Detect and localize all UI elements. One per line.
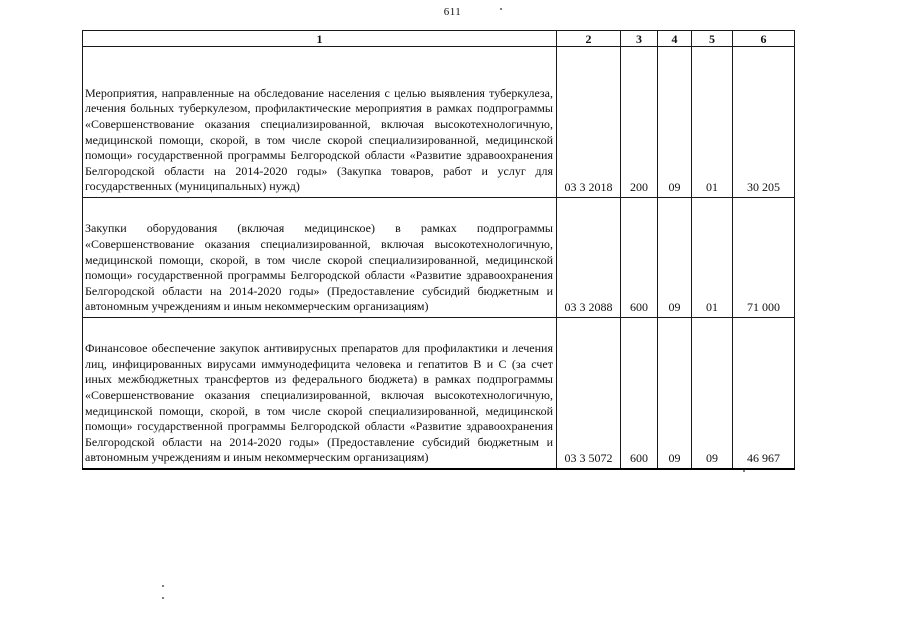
scan-speck [162,597,164,599]
row-description: Мероприятия, направленные на обследование населения с целью выявления туберкулеза, лечения больных туберкулезом, профилактические мероприятия в рамках подпрограммы «Совершенствование оказания специализированной, включая высокотехнологичную, медицинской помощи, скорой, в том числе скорой специализированной, медицинской помощи» государственной программы Белгородской области «Развитие здравоохранения Белгородской области на 2014-2020 годы» (Закупка товаров, работ и услуг для государственных (муниципальных) нужд) [83,47,557,198]
header-col-4: 4 [658,31,692,47]
table-row [83,318,795,470]
row-section: 09 [658,47,692,198]
row-section: 09 [658,198,692,318]
row-code: 03 3 5072 [557,318,621,470]
row-amount: 46 967 [733,318,795,470]
row-subsection: 09 [692,318,733,470]
scan-speck [743,470,745,472]
row-type: 200 [621,47,658,198]
budget-table [82,30,795,470]
row-type: 600 [621,318,658,470]
row-type: 600 [621,198,658,318]
header-col-5: 5 [692,31,733,47]
row-subsection: 01 [692,198,733,318]
row-description: Закупки оборудования (включая медицинское) в рамках подпрограммы «Совершенствование оказания специализированной, включая высокотехнологичную, медицинской помощи, скорой, в том числе скорой специализированной, медицинской помощи» государственной программы Белгородской области «Развитие здравоохранения Белгородской области на 2014-2020 годы» (Предоставление субсидий бюджетным и автономным учреждениям и иным некоммерческим организациям) [83,198,557,318]
row-code: 03 3 2088 [557,198,621,318]
row-code: 03 3 2018 [557,47,621,198]
page-number: 611 [443,6,462,18]
row-amount: 71 000 [733,198,795,318]
header-col-2: 2 [557,31,621,47]
table-row [83,198,795,318]
scan-speck [162,585,164,587]
table-header-row [83,31,795,47]
row-section: 09 [658,318,692,470]
table-row [83,47,795,198]
header-col-1: 1 [83,31,557,47]
header-col-3: 3 [621,31,658,47]
row-description: Финансовое обеспечение закупок антивирусных препаратов для профилактики и лечения лиц, инфицированных вирусами иммунодефицита человека и гепатитов В и С (за счет иных межбюджетных трансфертов из федерального бюджета) в рамках подпрограммы «Совершенствование оказания специализированной, включая высокотехнологичную, медицинской помощи, скорой, в том числе скорой специализированной, медицинской помощи» государственной программы Белгородской области «Развитие здравоохранения Белгородской области на 2014-2020 годы» (Предоставление субсидий бюджетным и автономным учреждениям и иным некоммерческим организациям) [83,318,557,470]
row-subsection: 01 [692,47,733,198]
row-amount: 30 205 [733,47,795,198]
scan-speck [500,8,502,10]
header-col-6: 6 [733,31,795,47]
